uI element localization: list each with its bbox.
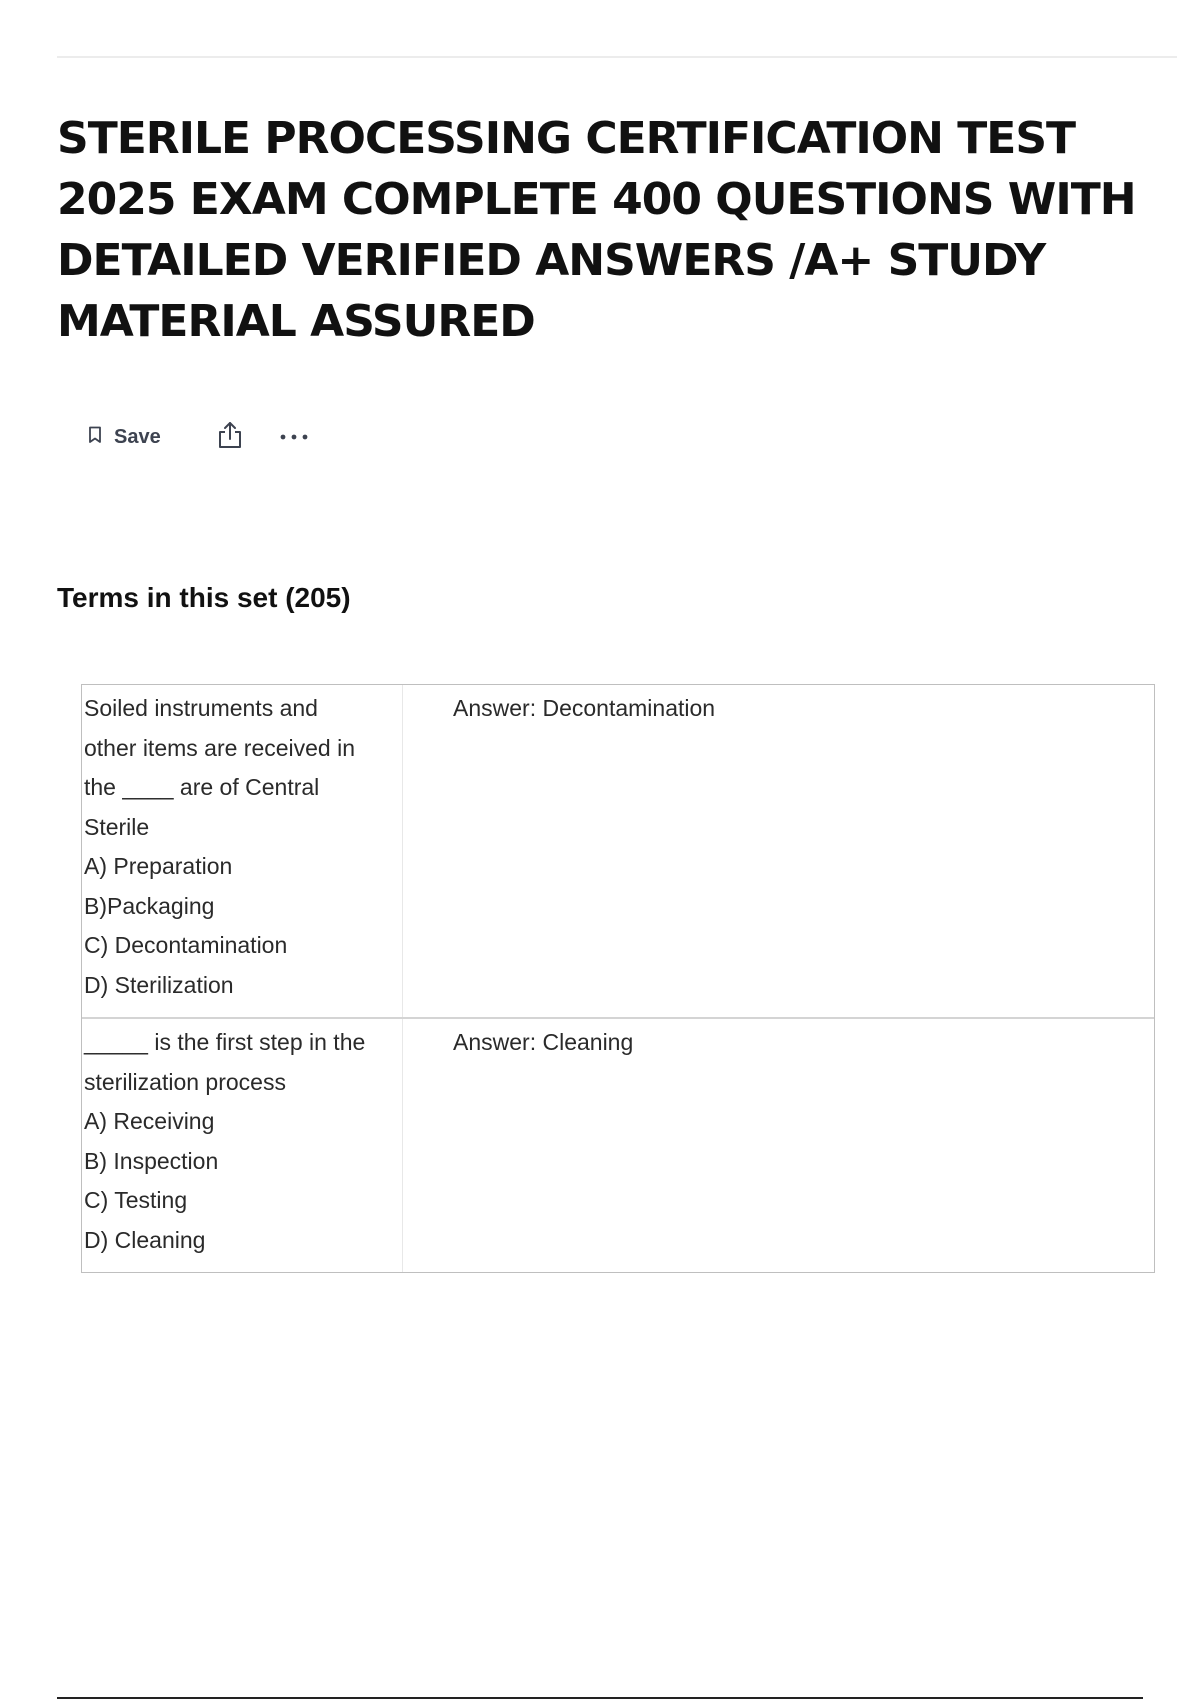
term-option: B) Inspection	[84, 1147, 219, 1174]
term-line: sterilization process	[84, 1068, 286, 1095]
term-line: Sterile	[84, 813, 150, 840]
term-question	[82, 685, 403, 1017]
terms-heading: Terms in this set (205)	[57, 582, 351, 613]
term-line: Soiled instruments and	[84, 695, 318, 721]
bookmark-icon	[88, 426, 102, 449]
terms-table	[81, 684, 1155, 1273]
term-line: the ____ are of Central	[84, 774, 320, 800]
term-option: A) Receiving	[84, 1108, 215, 1134]
share-button[interactable]	[211, 418, 249, 456]
save-label: Save	[114, 425, 161, 448]
term-option: D) Sterilization	[84, 971, 234, 998]
action-bar	[78, 418, 313, 456]
term-option: C) Testing	[84, 1187, 188, 1213]
term-question	[82, 1019, 403, 1272]
more-options-button[interactable]	[275, 418, 313, 456]
top-divider	[57, 56, 1177, 58]
term-answer: Answer: Decontamination	[453, 695, 716, 721]
share-icon	[217, 420, 243, 455]
term-option: D) Cleaning	[84, 1226, 206, 1253]
page-title: STERILE PROCESSING CERTIFICATION TEST 2025 EXAM COMPLETE 400 QUESTIONS WITH DETAILED VERIFIED ANSWERS /A+ STUDY MATERIAL ASSURED	[57, 113, 1136, 347]
bottom-divider	[57, 1697, 1143, 1699]
term-option: C) Decontamination	[84, 932, 288, 958]
term-row[interactable]	[82, 1019, 1154, 1272]
term-line: other items are received in	[84, 734, 356, 761]
term-option: B)Packaging	[84, 892, 215, 919]
term-answer: Answer: Cleaning	[453, 1029, 634, 1055]
save-button[interactable]	[78, 418, 171, 456]
more-options-icon	[279, 428, 309, 446]
term-line: _____ is the first step in the	[84, 1029, 366, 1055]
term-option: A) Preparation	[84, 853, 233, 879]
term-row[interactable]	[82, 685, 1154, 1019]
